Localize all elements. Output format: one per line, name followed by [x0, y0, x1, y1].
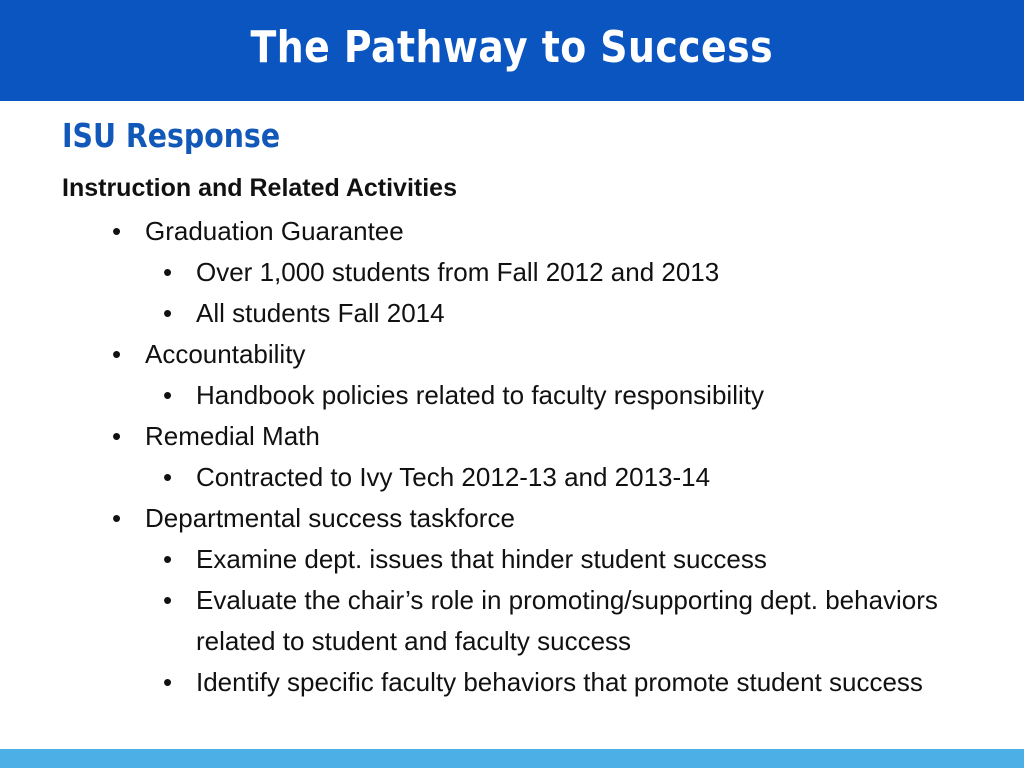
slide-subtitle: ISU Response	[62, 116, 281, 155]
bullet-text: Graduation Guarantee	[145, 216, 404, 246]
bullet-text: Departmental success taskforce	[145, 503, 515, 533]
sub-bullet-item: • Identify specific faculty behaviors that promote student success	[163, 662, 1002, 703]
bullet-item-departmental-taskforce	[112, 498, 1002, 539]
sub-bullet-item: • Over 1,000 students from Fall 2012 and 2013	[163, 252, 1002, 293]
sub-list-graduation-guarantee	[112, 252, 1002, 334]
footer-bar	[0, 749, 1024, 768]
sub-bullet-item: • Contracted to Ivy Tech 2012-13 and 2013-14	[163, 457, 1002, 498]
section-heading: Instruction and Related Activities	[62, 174, 457, 202]
bullet-list	[112, 211, 1002, 703]
bullet-item-accountability	[112, 334, 1002, 375]
bullet-item-graduation-guarantee	[112, 211, 1002, 252]
bullet-item-remedial-math	[112, 416, 1002, 457]
bullet-text: Remedial Math	[145, 421, 320, 451]
sub-list-departmental-taskforce	[112, 539, 1002, 703]
bullet-text: Accountability	[145, 339, 306, 369]
sub-bullet-item: • Evaluate the chair’s role in promoting/supporting dept. behaviors related to student and faculty success	[163, 580, 1002, 662]
sub-bullet-item: • Examine dept. issues that hinder student success	[163, 539, 1002, 580]
slide-title: The Pathway to Success	[250, 22, 774, 73]
title-bar	[0, 0, 1024, 101]
sub-bullet-item: • Handbook policies related to faculty responsibility	[163, 375, 1002, 416]
sub-list-accountability	[112, 375, 1002, 416]
sub-list-remedial-math	[112, 457, 1002, 498]
sub-bullet-item: • All students Fall 2014	[163, 293, 1002, 334]
